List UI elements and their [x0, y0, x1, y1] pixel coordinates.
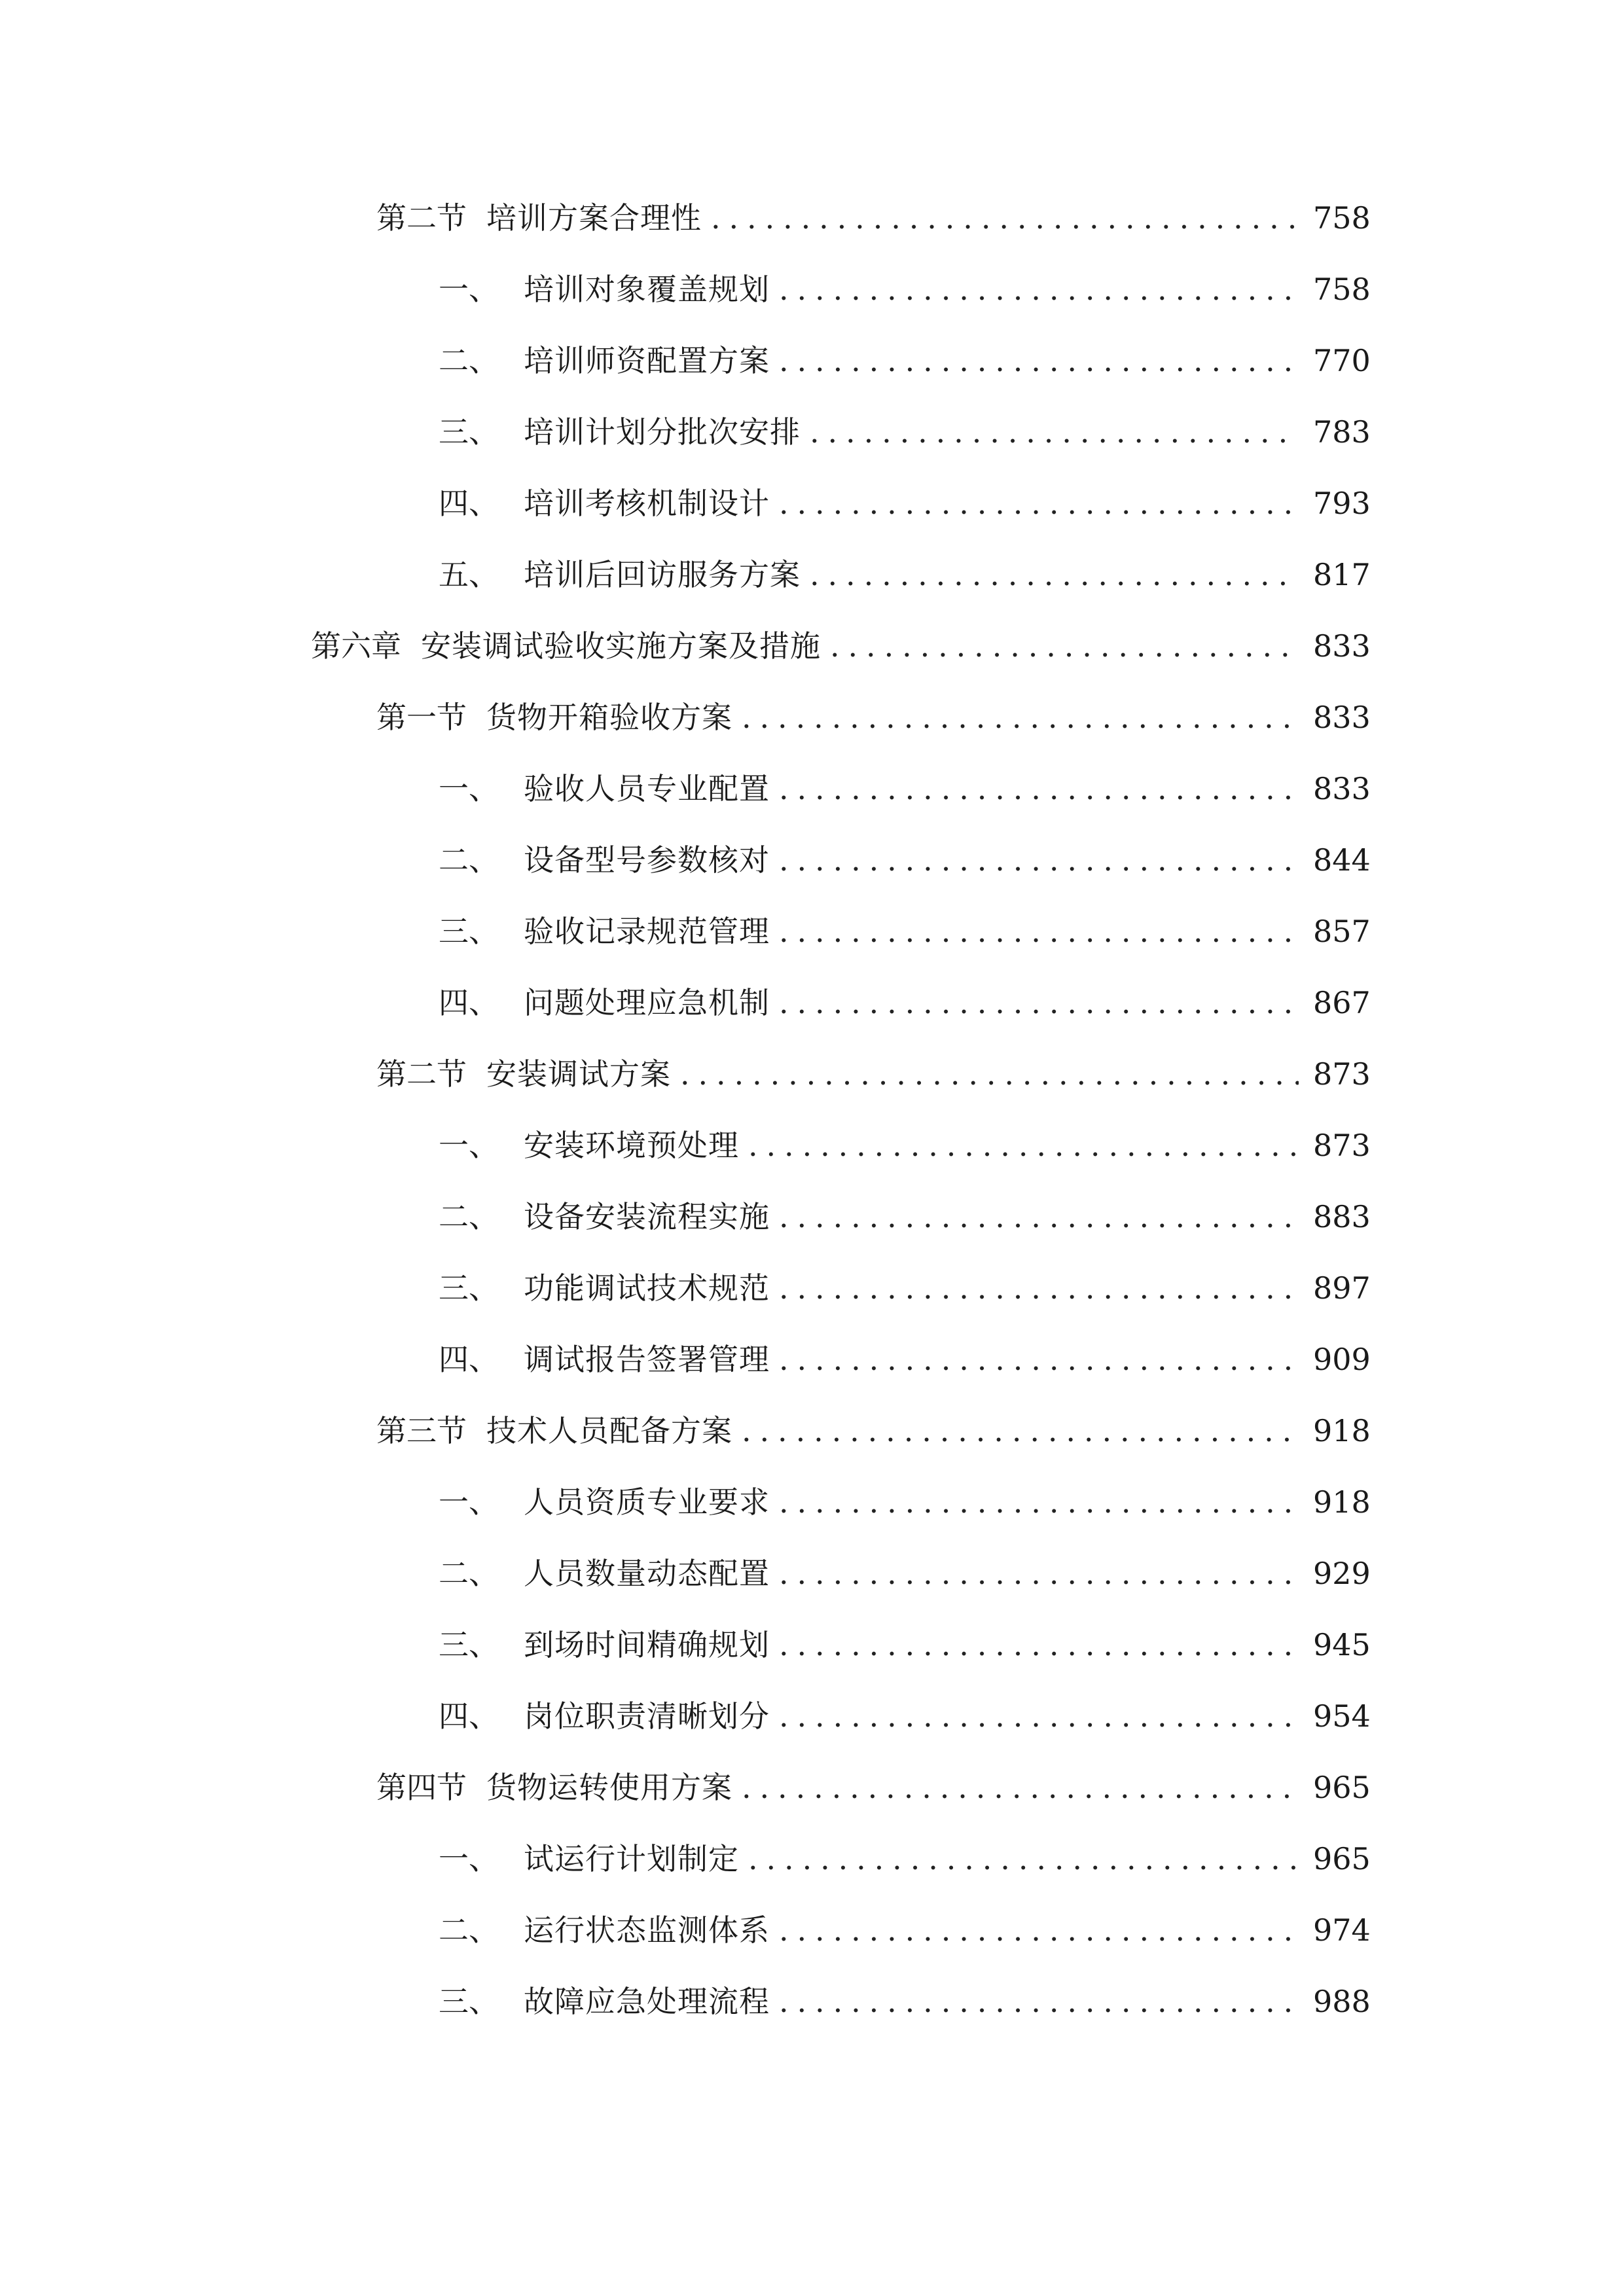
toc-entry-page: 857: [1313, 914, 1371, 949]
toc-entry-number: 五、: [439, 557, 499, 592]
toc-entry-number: 第六章: [311, 628, 401, 664]
toc-entry[interactable]: [439, 1336, 1369, 1383]
toc-entry-title: 培训考核机制设计: [524, 486, 770, 521]
toc-entry-title: 培训对象覆盖规划: [524, 272, 770, 307]
dot-leader: [748, 1835, 1299, 1882]
toc-entry-number: 一、: [439, 1484, 499, 1520]
toc-entry-number: 三、: [439, 414, 499, 450]
toc-entry-page: 929: [1313, 1556, 1371, 1591]
toc-entry-number: 四、: [439, 486, 499, 521]
dot-leader: [779, 1621, 1299, 1668]
toc-entry[interactable]: [439, 1122, 1369, 1169]
dot-leader: [779, 480, 1299, 527]
toc-entry-title: 故障应急处理流程: [524, 1984, 770, 2019]
toc-entry[interactable]: [376, 1407, 1369, 1454]
toc-entry-title: 货物运转使用方案: [486, 1770, 732, 1805]
toc-entry[interactable]: [439, 1193, 1369, 1240]
toc-entry-page: 873: [1313, 1056, 1371, 1092]
toc-entry-number: 第三节: [376, 1413, 467, 1448]
toc-entry-number: 三、: [439, 1627, 499, 1662]
toc-entry[interactable]: [439, 1835, 1369, 1882]
toc-entry[interactable]: [439, 1550, 1369, 1597]
dot-leader: [779, 765, 1299, 812]
toc-entry[interactable]: [439, 836, 1369, 884]
toc-entry[interactable]: [439, 908, 1369, 955]
toc-entry-page: 988: [1313, 1984, 1371, 2019]
dot-leader: [779, 836, 1299, 884]
toc-entry-number: 一、: [439, 272, 499, 307]
toc-entry-title: 设备安装流程实施: [524, 1199, 770, 1234]
toc-entry-number: 一、: [439, 1841, 499, 1876]
toc-entry-title: 安装调试验收实施方案及措施: [421, 628, 821, 664]
toc-entry[interactable]: [376, 694, 1369, 741]
toc-entry-page: 974: [1313, 1912, 1371, 1948]
toc-entry-number: 二、: [439, 1199, 499, 1234]
dot-leader: [748, 1122, 1299, 1169]
dot-leader: [779, 979, 1299, 1026]
toc-entry-page: 867: [1313, 985, 1371, 1020]
toc-entry-page: 945: [1313, 1627, 1371, 1662]
toc-entry-title: 安装环境预处理: [524, 1128, 739, 1163]
toc-entry-title: 问题处理应急机制: [524, 985, 770, 1020]
toc-entry[interactable]: [439, 765, 1369, 812]
toc-entry[interactable]: [439, 337, 1369, 384]
toc-entry-page: 918: [1313, 1413, 1371, 1448]
toc-entry-number: 第二节: [376, 1056, 467, 1092]
toc-entry-page: 873: [1313, 1128, 1371, 1163]
toc-entry-page: 793: [1313, 486, 1371, 521]
toc-entry-title: 运行状态监测体系: [524, 1912, 770, 1948]
toc-entry[interactable]: [439, 1907, 1369, 1954]
toc-entry-page: 883: [1313, 1199, 1371, 1234]
toc-entry[interactable]: [311, 622, 1369, 670]
dot-leader: [830, 622, 1299, 670]
toc-entry[interactable]: [439, 1978, 1369, 2025]
toc-entry-number: 三、: [439, 1270, 499, 1306]
dot-leader: [742, 694, 1299, 741]
toc-entry[interactable]: [439, 1621, 1369, 1668]
toc-entry-title: 培训计划分批次安排: [524, 414, 801, 450]
toc-entry-title: 调试报告签署管理: [524, 1342, 770, 1377]
dot-leader: [779, 1978, 1299, 2025]
toc-entry-title: 安装调试方案: [486, 1056, 671, 1092]
toc-entry-number: 三、: [439, 914, 499, 949]
toc-entry-number: 二、: [439, 343, 499, 378]
toc-entry-title: 到场时间精确规划: [524, 1627, 770, 1662]
toc-entry-number: 一、: [439, 771, 499, 806]
toc-entry-number: 四、: [439, 1342, 499, 1377]
toc-entry-title: 培训方案合理性: [486, 200, 702, 236]
toc-entry-title: 验收人员专业配置: [524, 771, 770, 806]
toc-entry-title: 培训师资配置方案: [524, 343, 770, 378]
toc-entry-title: 功能调试技术规范: [524, 1270, 770, 1306]
toc-entry[interactable]: [376, 194, 1369, 242]
dot-leader: [711, 194, 1299, 242]
dot-leader: [742, 1407, 1299, 1454]
dot-leader: [779, 1550, 1299, 1597]
toc-entry[interactable]: [439, 1265, 1369, 1312]
toc-entry-title: 人员资质专业要求: [524, 1484, 770, 1520]
toc-entry[interactable]: [439, 266, 1369, 313]
toc-entry[interactable]: [376, 1050, 1369, 1098]
toc-entry-page: 783: [1313, 414, 1371, 450]
toc-entry-title: 人员数量动态配置: [524, 1556, 770, 1591]
dot-leader: [779, 1193, 1299, 1240]
toc-entry[interactable]: [439, 1693, 1369, 1740]
toc-entry-page: 833: [1313, 628, 1371, 664]
toc-entry-page: 758: [1313, 200, 1371, 236]
dot-leader: [779, 337, 1299, 384]
toc-entry-title: 岗位职责清晰划分: [524, 1698, 770, 1734]
toc-entry[interactable]: [439, 408, 1369, 456]
toc-entry-number: 二、: [439, 842, 499, 878]
toc-entry-number: 四、: [439, 1698, 499, 1734]
dot-leader: [779, 1693, 1299, 1740]
dot-leader: [810, 408, 1299, 456]
toc-entry[interactable]: [439, 480, 1369, 527]
toc-entry-number: 四、: [439, 985, 499, 1020]
toc-entry-number: 三、: [439, 1984, 499, 2019]
toc-entry-page: 844: [1313, 842, 1371, 878]
toc-entry-page: 918: [1313, 1484, 1371, 1520]
dot-leader: [742, 1764, 1299, 1811]
toc-entry-number: 第一节: [376, 700, 467, 735]
toc-entry-page: 897: [1313, 1270, 1371, 1306]
toc-entry-page: 965: [1313, 1841, 1371, 1876]
toc-entry-title: 培训后回访服务方案: [524, 557, 801, 592]
toc-entry-page: 770: [1313, 343, 1371, 378]
dot-leader: [810, 551, 1299, 598]
toc-entry-page: 758: [1313, 272, 1371, 307]
dot-leader: [680, 1050, 1299, 1098]
dot-leader: [779, 266, 1299, 313]
toc-entry-page: 833: [1313, 771, 1371, 806]
toc-entry-page: 833: [1313, 700, 1371, 735]
dot-leader: [779, 908, 1299, 955]
toc-entry[interactable]: [439, 1479, 1369, 1526]
toc-entry[interactable]: [439, 551, 1369, 598]
toc-entry-title: 货物开箱验收方案: [486, 700, 732, 735]
toc-entry-page: 954: [1313, 1698, 1371, 1734]
toc-entry-page: 817: [1313, 557, 1371, 592]
toc-entry-title: 设备型号参数核对: [524, 842, 770, 878]
toc-entry-number: 二、: [439, 1556, 499, 1591]
toc-entry-number: 第二节: [376, 200, 467, 236]
toc-entry-title: 试运行计划制定: [524, 1841, 739, 1876]
dot-leader: [779, 1336, 1299, 1383]
toc-entry[interactable]: [439, 979, 1369, 1026]
toc-entry-title: 技术人员配备方案: [486, 1413, 732, 1448]
dot-leader: [779, 1479, 1299, 1526]
toc-entry-title: 验收记录规范管理: [524, 914, 770, 949]
toc-entry-number: 第四节: [376, 1770, 467, 1805]
toc-entry-page: 965: [1313, 1770, 1371, 1805]
toc-entry-page: 909: [1313, 1342, 1371, 1377]
toc-entry-number: 二、: [439, 1912, 499, 1948]
toc-entry[interactable]: [376, 1764, 1369, 1811]
dot-leader: [779, 1265, 1299, 1312]
toc-entry-number: 一、: [439, 1128, 499, 1163]
dot-leader: [779, 1907, 1299, 1954]
